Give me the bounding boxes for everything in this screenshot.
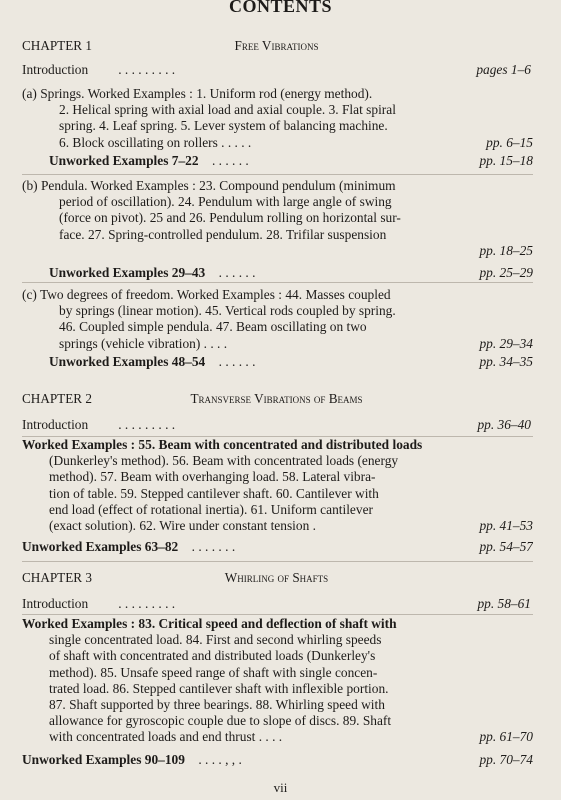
divider	[22, 561, 533, 562]
chapter-2-worked-examples: Worked Examples : 55. Beam with concentrated and distributed loads (Dunkerley's method). 56. Beam with concentrated loads (energy method). 57. Beam with overhanging load. 58. Lateral vibra- tion of table. 59. Stepped cantilever shaft. 60. Cantilever with end load (effect of rotational inertia). 61. Uniform cantilever (exact solution). 62. Wire under constant tension . pp. 41–53 Unworked Examples 63–82 . . . . . . . pp. 54–57	[22, 437, 533, 555]
chapter-3-worked-examples: Worked Examples : 83. Critical speed and deflection of shaft with single concentrated load. 84. First and second whirling speeds of shaft with concentrated and distributed loads (Dunkerley's method). 85. Unsafe speed range of shaft with single concen- trated load. 86. Stepped cantilever shaft with inflexible portion. 87. Shaft supported by three bearings. 88. Whirling speed with allowance for gyroscopic couple due to slope of discs. 89. Shaft with concentrated loads and end thrust . . . . pp. 61–70 Unworked Examples 90–109 . . . . , , . pp. 70–74	[22, 616, 533, 767]
chapter-2-intro: Introduction . . . . . . . . . pp. 36–40	[22, 417, 531, 432]
chapter-title: Free Vibrations	[234, 38, 319, 53]
page-number: vii	[273, 780, 288, 795]
divider	[22, 282, 533, 283]
page-title: CONTENTS	[228, 0, 333, 16]
divider	[22, 614, 533, 615]
chapter-title: Whirling of Shafts	[224, 570, 329, 585]
chapter-3-intro: Introduction . . . . . . . . . pp. 58–61	[22, 596, 531, 611]
chapter-number: CHAPTER 1	[22, 38, 92, 53]
divider	[22, 174, 533, 175]
chapter-3-header	[22, 570, 531, 588]
chapter-number: CHAPTER 2	[22, 391, 92, 406]
chapter-number: CHAPTER 3	[22, 570, 92, 585]
chapter-1-header	[22, 38, 531, 56]
section-springs: (a) Springs. Worked Examples : 1. Uniform rod (energy method). 2. Helical spring with axial load and axial couple. 3. Flat spiral spring. 4. Leaf spring. 5. Lever system of balancing machine. 6. Block oscillating on rollers . . . . . pp. 6–15 Unworked Examples 7–22 . . . . . . pp. 15–18	[22, 86, 533, 168]
section-two-degrees: (c) Two degrees of freedom. Worked Examples : 44. Masses coupled by springs (linear motion). 45. Vertical rods coupled by spring. 46. Coupled simple pendula. 47. Beam oscillating on two springs (vehicle vibration) . . . . pp. 29–34 Unworked Examples 48–54 . . . . . . pp. 34–35	[22, 287, 533, 369]
section-pendula: (b) Pendula. Worked Examples : 23. Compound pendulum (minimum period of oscillation). 24. Pendulum with large angle of swing (force on pivot). 25 and 26. Pendulum rolling on horizontal sur- face. 27. Spring-controlled pendulum. 28. Trifilar suspension pp. 18–25 Unworked Examples 29–43 . . . . . . pp. 25–29	[22, 178, 533, 281]
chapter-1-intro: Introduction . . . . . . . . . pages 1–6	[22, 62, 531, 77]
chapter-title: Transverse Vibrations of Beams	[190, 391, 363, 406]
chapter-2-header	[22, 391, 531, 409]
